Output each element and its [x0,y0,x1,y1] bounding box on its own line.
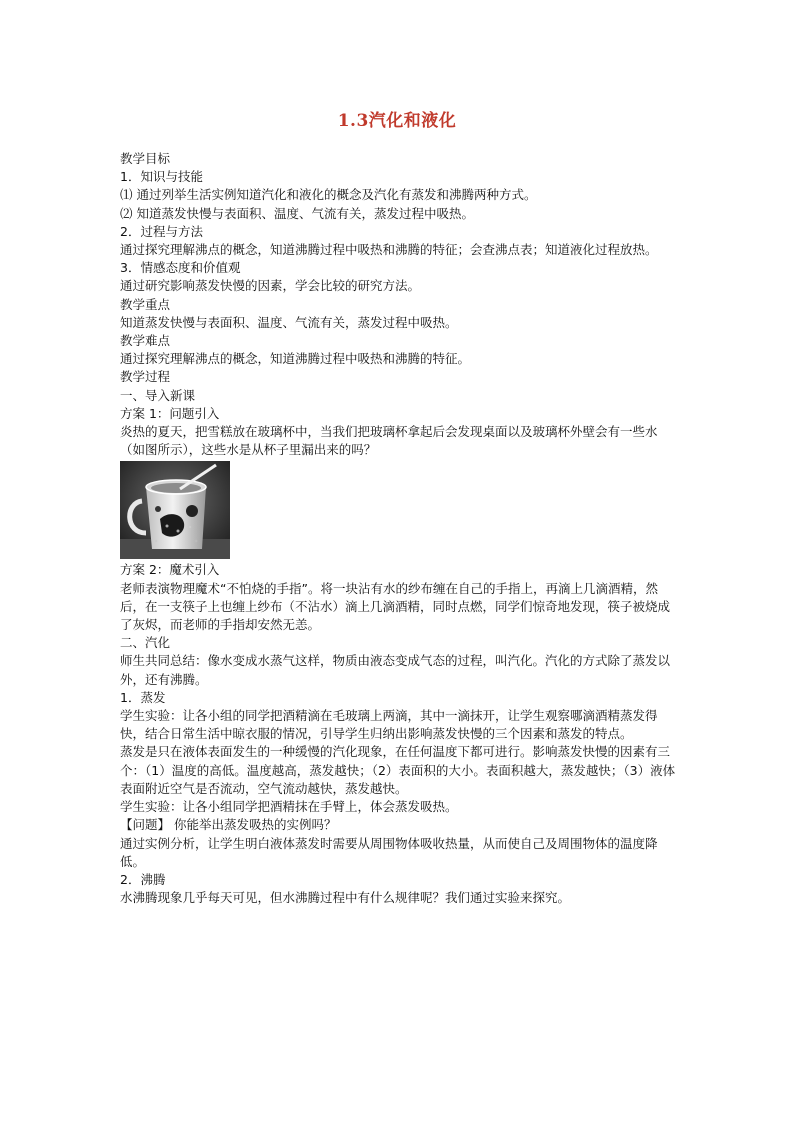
heading-key-points: 教学重点 [120,296,171,312]
paragraph: 知道蒸发快慢与表面积、温度、气流有关，蒸发过程中吸热。 [120,314,458,330]
paragraph: ⑴ 通过列举生活实例知道汽化和液化的概念及汽化有蒸发和沸腾两种方式。 [120,187,537,203]
heading-vaporization: 二、汽化 [120,635,171,651]
paragraph: 通过研究影响蒸发快慢的因素，学会比较的研究方法。 [120,278,421,294]
subheading-boiling: 2．沸腾 [120,871,166,887]
document-body [120,150,680,907]
paragraph: 通过探究理解沸点的概念，知道沸腾过程中吸热和沸腾的特征；会查沸点表；知道液化过程放热。 [120,242,658,258]
paragraph: 学生实验：让各小组的同学把酒精滴在毛玻璃上两滴，其中一滴抹开，让学生观察哪滴酒精蒸发得快，结合日常生活中晾衣服的情况，引导学生归纳出影响蒸发快慢的三个因素和蒸发的特点。 [120,708,658,742]
subheading-evaporation: 1．蒸发 [120,689,166,705]
paragraph: 通过实例分析，让学生明白液体蒸发时需要从周围物体吸收热量，从而使自己及周围物体的温度降低。 [120,835,658,869]
paragraph: 炎热的夏天，把雪糕放在玻璃杯中，当我们把玻璃杯拿起后会发现桌面以及玻璃杯外壁会有一些水（如图所示），这些水是从杯子里漏出来的吗？ [120,424,658,458]
paragraph: 师生共同总结：像水变成水蒸气这样，物质由液态变成气态的过程，叫汽化。汽化的方式除了蒸发以外，还有沸腾。 [120,653,671,687]
subheading-intro: 一、导入新课 [120,387,196,403]
question: 【问题】 你能举出蒸发吸热的实例吗？ [120,817,337,833]
subheading-knowledge: 1．知识与技能 [120,169,203,185]
paragraph: 通过探究理解沸点的概念，知道沸腾过程中吸热和沸腾的特征。 [120,351,471,367]
paragraph: 老师表演物理魔术“不怕烧的手指”。将一块沾有水的纱布缠在自己的手指上，再滴上几滴酒精，然后，在一支筷子上也缠上纱布（不沾水）滴上几滴酒精，同时点燃，同学们惊奇地发现，筷子被烧成了灰烬，而老师的手指却安然无恙。 [120,580,671,633]
page-title: 1.3汽化和液化 [337,111,457,131]
heading-difficulties: 教学难点 [120,333,171,349]
heading-process: 教学过程 [120,369,171,385]
paragraph: 学生实验：让各小组同学把酒精抹在手臂上，体会蒸发吸热。 [120,799,458,815]
subheading-plan-2: 方案 2：魔术引入 [120,562,220,578]
paragraph: ⑵ 知道蒸发快慢与表面积、温度、气流有关，蒸发过程中吸热。 [120,205,474,221]
paragraph: 蒸发是只在液体表面发生的一种缓慢的汽化现象，在任何温度下都可进行。影响蒸发快慢的因素有三个：（1）温度的高低。温度越高，蒸发越快；（2）表面积的大小。表面积越大，蒸发越快；（3）液体表面附近空气是否流动，空气流动越快，蒸发越快。 [120,744,676,796]
cup-photo [120,461,230,559]
heading-objectives: 教学目标 [120,151,171,166]
subheading-process: 2．过程与方法 [120,223,203,239]
subheading-attitude: 3．情感态度和价值观 [120,260,241,276]
subheading-plan-1: 方案 1：问题引入 [120,405,220,421]
paragraph: 水沸腾现象几乎每天可见，但水沸腾过程中有什么规律呢？我们通过实验来探究。 [120,890,571,906]
